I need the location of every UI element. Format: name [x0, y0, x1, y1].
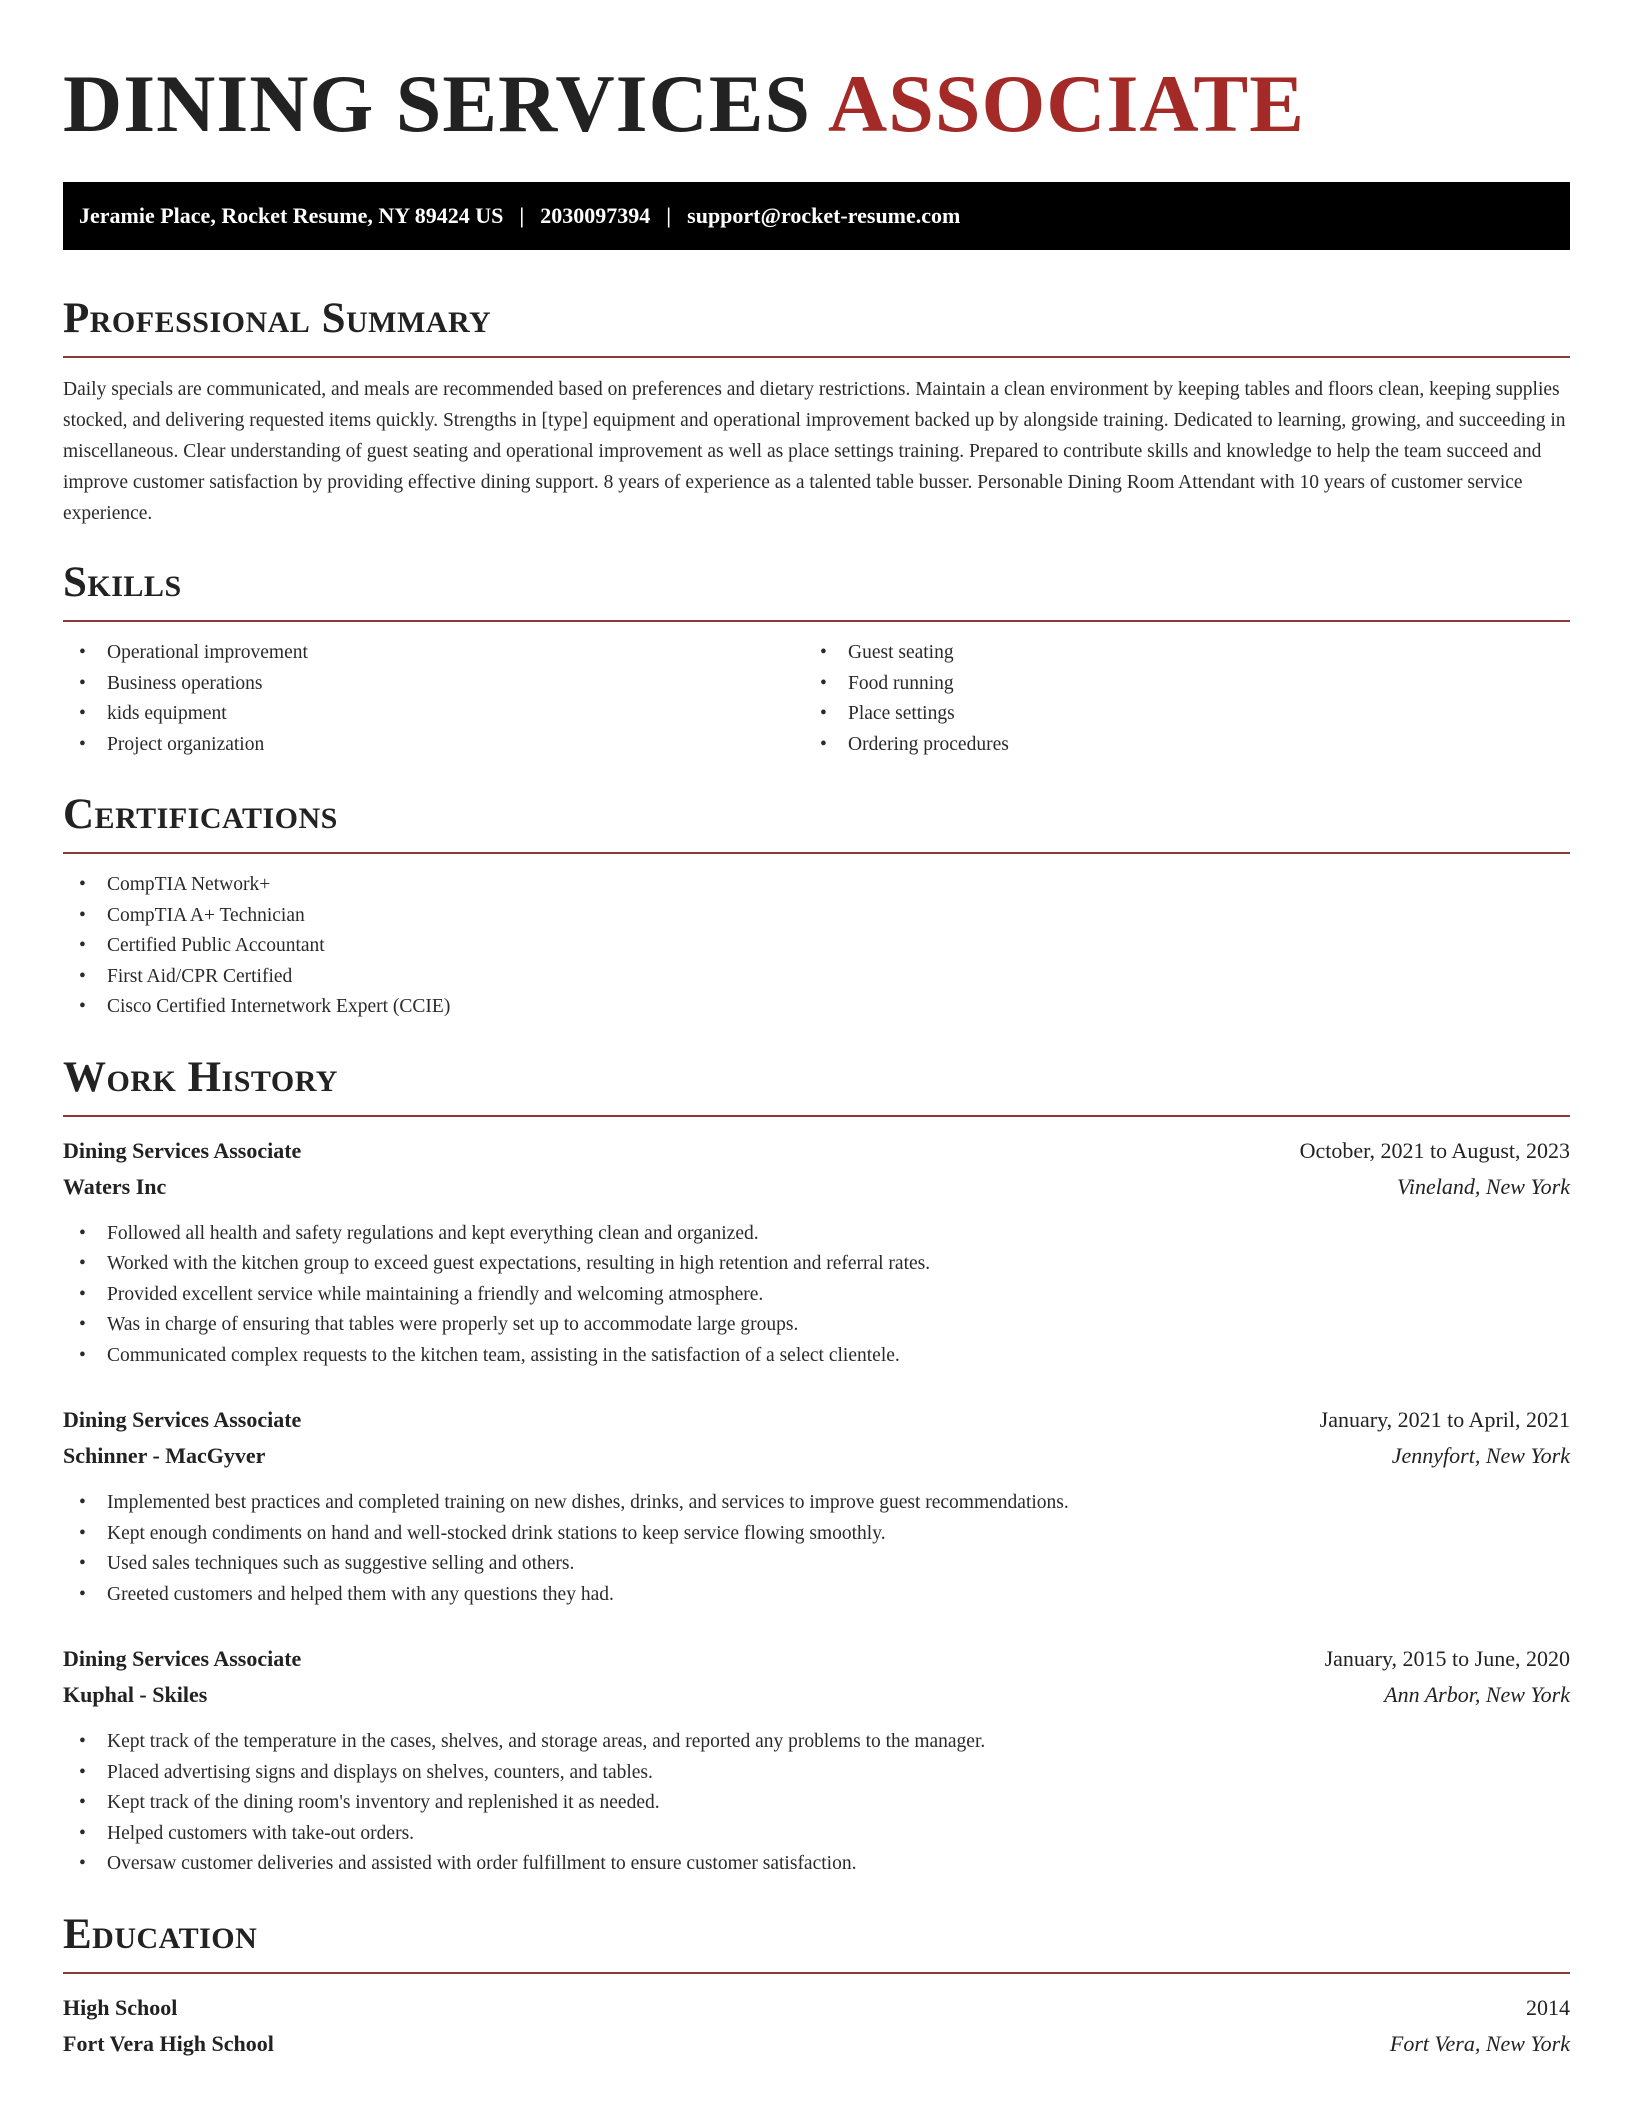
job-title: Dining Services Associate: [63, 1646, 302, 1671]
skill-item: • kids equipment: [63, 699, 804, 730]
job-location: Vineland, New York: [1397, 1173, 1570, 1199]
skill-item: • Place settings: [804, 699, 1545, 730]
certifications-section: [63, 790, 1570, 1023]
education-entry: [63, 1990, 1570, 2062]
job-bullet: • Greeted customers and helped them with any questions they had.: [63, 1580, 1570, 1611]
job-bullet: • Followed all health and safety regulations and kept everything clean and organized.: [63, 1219, 1570, 1250]
job-bullet: • Worked with the kitchen group to exceed guest expectations, resulting in high retention and referral rates.: [63, 1249, 1570, 1280]
section-divider: [63, 1972, 1570, 1974]
skills-columns: [63, 638, 1570, 760]
title-accent: ASSOCIATE: [828, 58, 1305, 149]
resume-title: [63, 0, 1570, 150]
job-company: Kuphal - Skiles: [63, 1682, 208, 1707]
job-bullet: • Provided excellent service while maintaining a friendly and welcoming atmosphere.: [63, 1280, 1570, 1311]
skills-section: [63, 558, 1570, 760]
summary-text: Daily specials are communicated, and meals are recommended based on preferences and dietary restrictions. Maintain a clean environment by keeping tables and floors clean, keeping supplies stocked, and delivering requested items quickly. Strengths in [type] equipment and operational improvement backed up by alongside training. Dedicated to learning, growing, and succeeding in miscellaneous. Clear understanding of guest seating and operational improvement as well as place settings training. Prepared to contribute skills and knowledge to help the team succeed and improve customer satisfaction by providing effective dining support. 8 years of experience as a talented table busser. Personable Dining Room Attendant with 10 years of customer service experience.: [63, 379, 1566, 524]
contact-phone: 2030097394: [540, 203, 651, 228]
job-header: [63, 1402, 1570, 1438]
job-bullet: • Helped customers with take-out orders.: [63, 1819, 1570, 1850]
education-heading: Education: [63, 1910, 258, 1958]
job-dates: October, 2021 to August, 2023: [1299, 1137, 1570, 1163]
section-divider: [63, 356, 1570, 358]
job-header: [63, 1133, 1570, 1169]
skill-item: • Food running: [804, 669, 1545, 700]
certifications-heading: Certifications: [63, 791, 338, 838]
skill-item: • Operational improvement: [63, 638, 804, 669]
job-entry: [63, 1402, 1570, 1610]
skill-item: • Business operations: [63, 669, 804, 700]
education-subheader: [63, 2026, 1570, 2062]
job-bullet: • Implemented best practices and completed training on new dishes, drinks, and services to improve guest recommendations.: [63, 1488, 1570, 1519]
work-history-section: [63, 1053, 1570, 1880]
skills-list-right: [804, 638, 1545, 760]
contact-email[interactable]: support@rocket-resume.com: [687, 203, 961, 228]
certification-item: • CompTIA Network+: [63, 870, 1570, 901]
certification-item: • Cisco Certified Internetwork Expert (CCIE): [63, 992, 1570, 1023]
job-dates: January, 2021 to April, 2021: [1319, 1407, 1570, 1432]
job-dates: January, 2015 to June, 2020: [1324, 1646, 1570, 1671]
education-header: [63, 1990, 1570, 2026]
skill-item: • Ordering procedures: [804, 730, 1545, 761]
skills-heading: Skills: [63, 559, 182, 606]
summary-heading: Professional Summary: [63, 295, 492, 342]
job-location: Ann Arbor, New York: [1384, 1682, 1570, 1707]
job-location: Jennyfort, New York: [1391, 1443, 1570, 1468]
certification-item: • Certified Public Accountant: [63, 931, 1570, 962]
section-divider: [63, 1115, 1570, 1117]
job-entry: [63, 1133, 1570, 1372]
job-company: Schinner - MacGyver: [63, 1443, 266, 1468]
education-section: [63, 1910, 1570, 2062]
certification-item: • CompTIA A+ Technician: [63, 901, 1570, 932]
contact-separator: |: [666, 203, 672, 228]
section-divider: [63, 852, 1570, 854]
job-bullet: • Communicated complex requests to the kitchen team, assisting in the satisfaction of a select clientele.: [63, 1341, 1570, 1372]
job-entry: [63, 1641, 1570, 1880]
education-degree: High School: [63, 1994, 178, 2020]
work-history-heading: Work History: [63, 1053, 338, 1101]
certifications-list: [63, 870, 1570, 1023]
contact-address: Jeramie Place, Rocket Resume, NY 89424 US: [79, 203, 504, 228]
certification-item: • First Aid/CPR Certified: [63, 962, 1570, 993]
skills-list-left: [63, 638, 804, 760]
job-bullet: • Placed advertising signs and displays on shelves, counters, and tables.: [63, 1758, 1570, 1789]
summary-section: [63, 294, 1570, 529]
skill-item: • Project organization: [63, 730, 804, 761]
job-title: Dining Services Associate: [63, 1407, 302, 1432]
job-bullet: • Kept track of the dining room's inventory and replenished it as needed.: [63, 1788, 1570, 1819]
contact-separator: |: [519, 203, 525, 228]
education-location: Fort Vera, New York: [1389, 2030, 1570, 2056]
job-bullets: [63, 1219, 1570, 1372]
job-bullets: [63, 1727, 1570, 1880]
job-bullet: • Was in charge of ensuring that tables were properly set up to accommodate large groups.: [63, 1310, 1570, 1341]
skill-item: • Guest seating: [804, 638, 1545, 669]
resume-page: [63, 0, 1570, 2062]
job-header: [63, 1641, 1570, 1677]
title-main: DINING SERVICES: [63, 58, 812, 149]
job-bullet: • Used sales techniques such as suggestive selling and others.: [63, 1549, 1570, 1580]
job-company: Waters Inc: [63, 1173, 167, 1199]
job-bullet: • Kept enough condiments on hand and well-stocked drink stations to keep service flowing smoothly.: [63, 1519, 1570, 1550]
section-divider: [63, 620, 1570, 622]
contact-bar: [63, 182, 1570, 250]
job-bullets: [63, 1488, 1570, 1610]
job-subheader: [63, 1438, 1570, 1474]
job-subheader: [63, 1169, 1570, 1205]
job-subheader: [63, 1677, 1570, 1713]
job-bullet: • Oversaw customer deliveries and assisted with order fulfillment to ensure customer satisfaction.: [63, 1849, 1570, 1880]
job-title: Dining Services Associate: [63, 1137, 302, 1163]
education-year: 2014: [1526, 1994, 1570, 2020]
job-bullet: • Kept track of the temperature in the cases, shelves, and storage areas, and reported any problems to the manager.: [63, 1727, 1570, 1758]
education-school: Fort Vera High School: [63, 2030, 274, 2056]
